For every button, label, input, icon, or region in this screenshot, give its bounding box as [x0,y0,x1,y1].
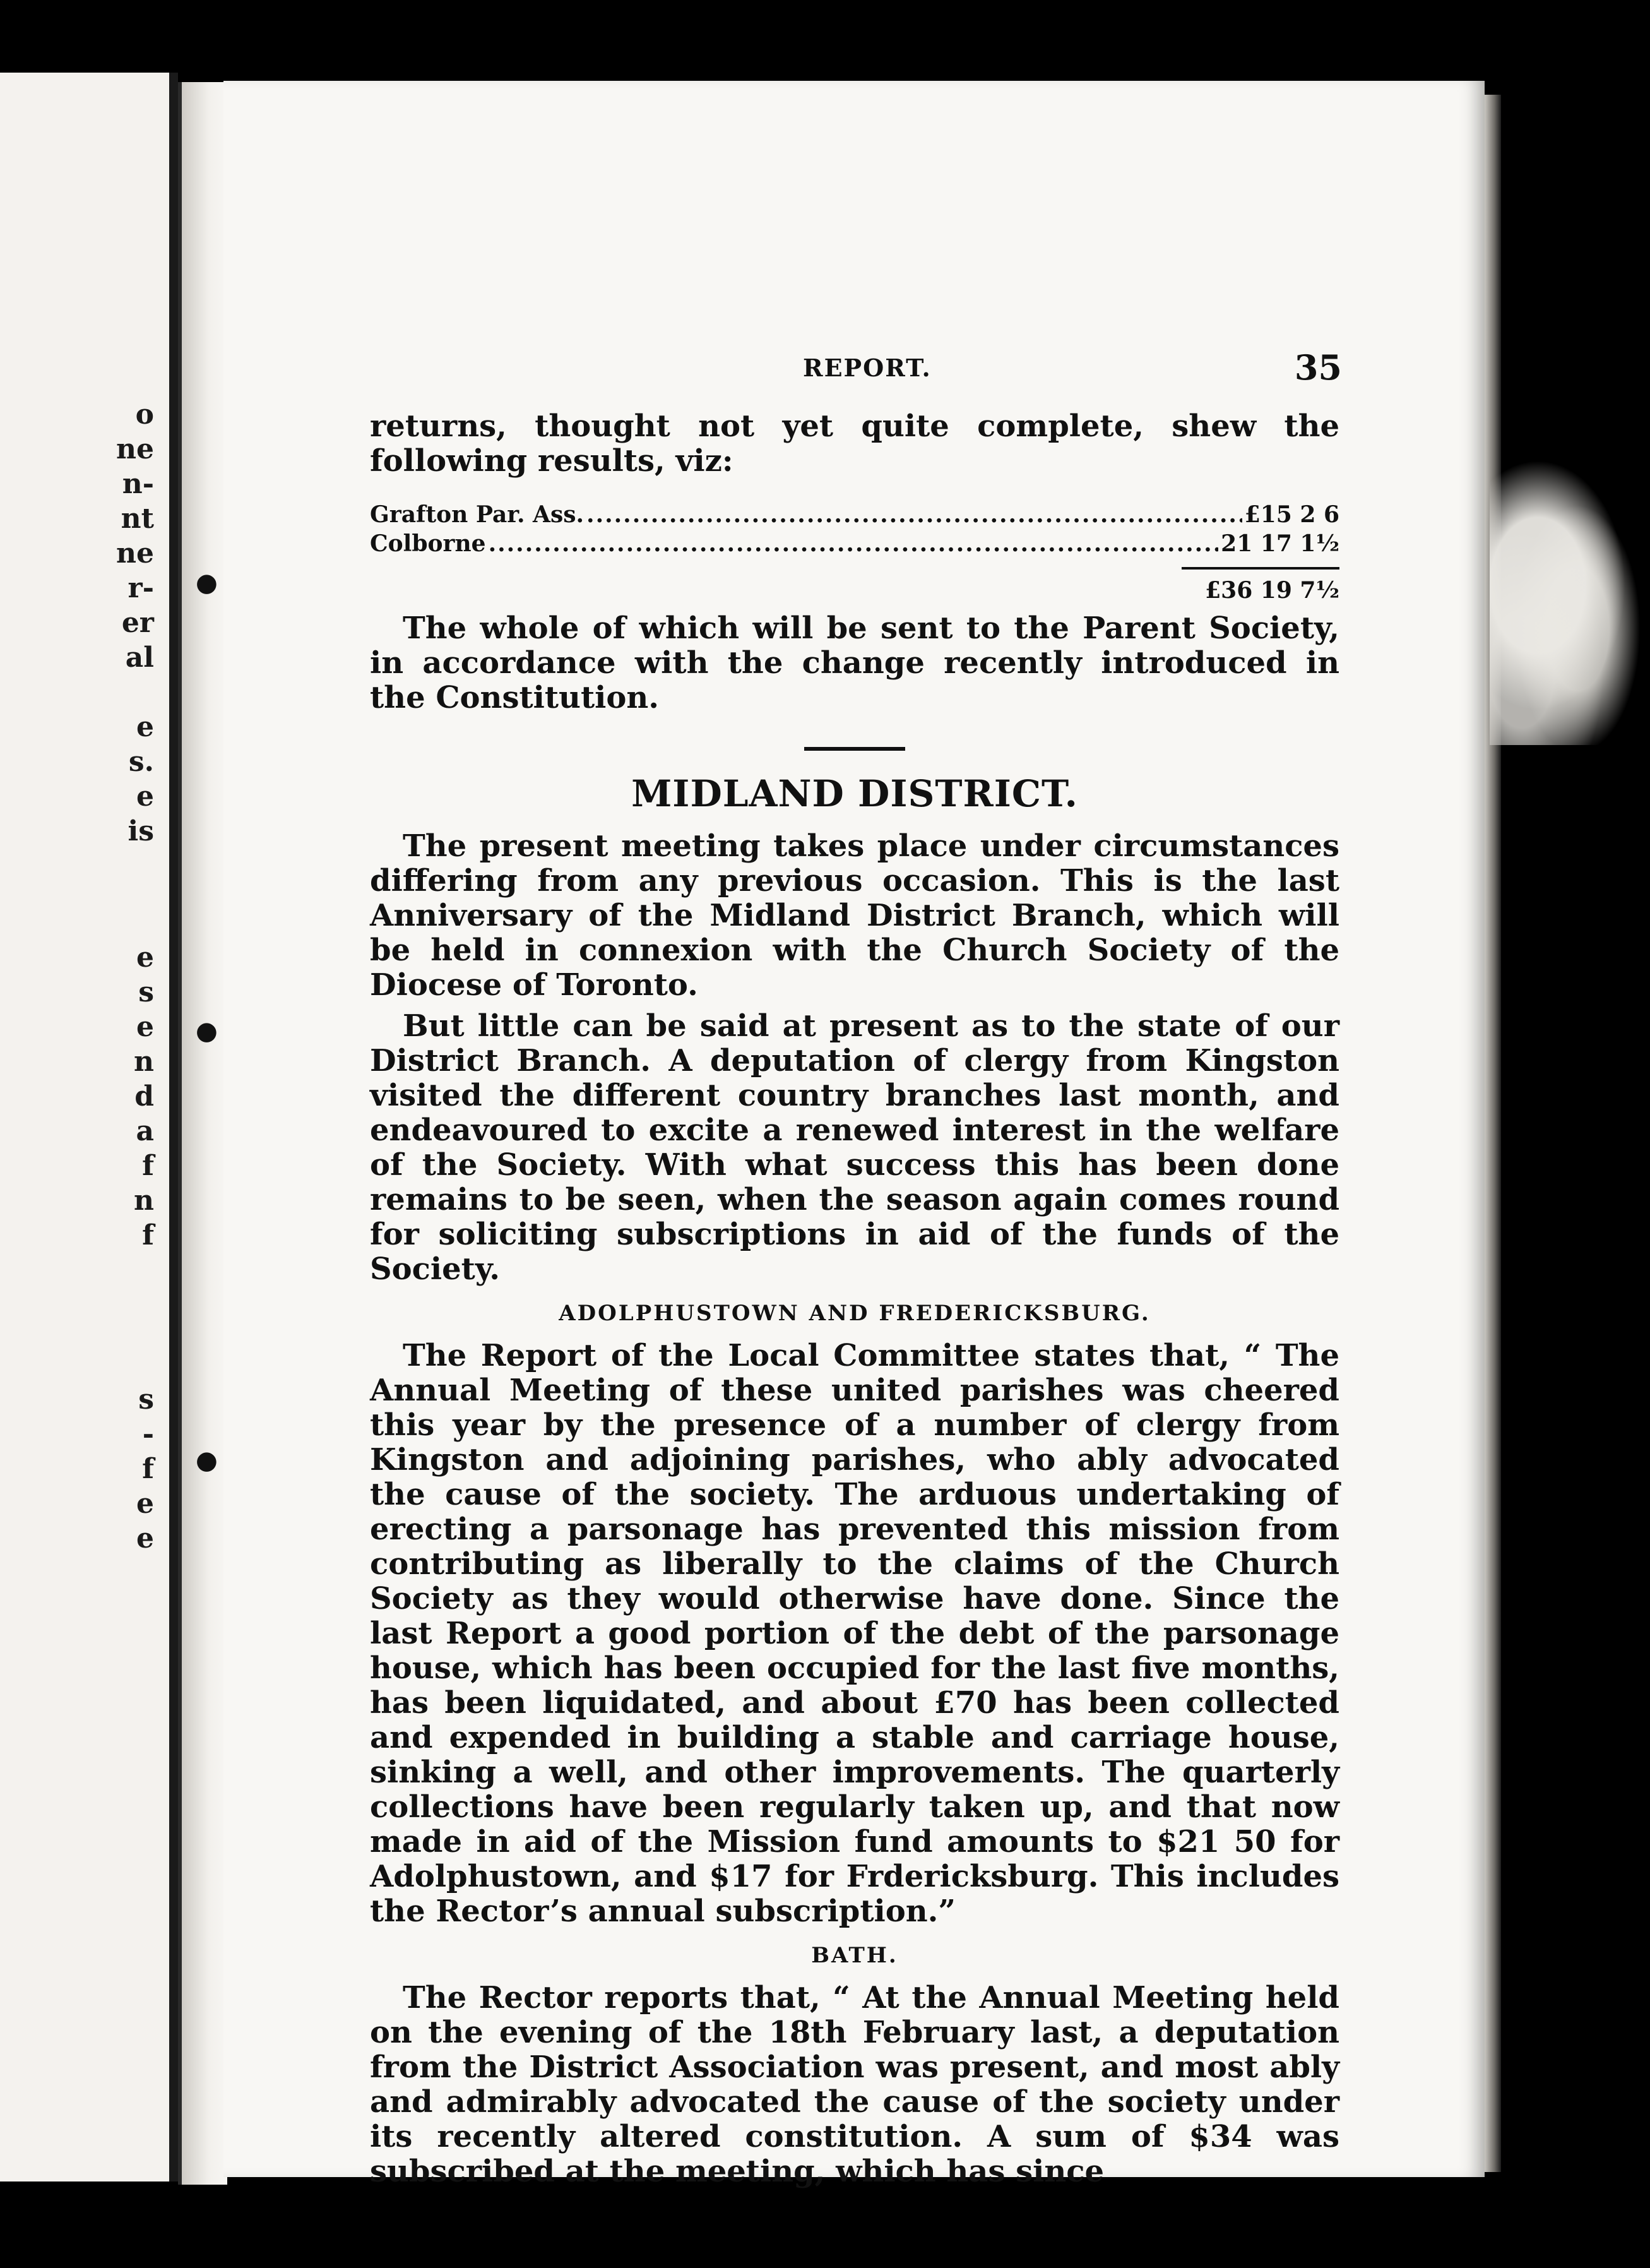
left-fragment: e [136,1488,154,1520]
left-fragment: s. [128,746,154,778]
page-edge-shadow [1485,95,1501,2172]
midland-paragraph: But little can be said at present as to the state of our District Branch. A deputation of clergy from Kingston visited the different country branches last month, and endeavoured to excite a renewed interest in the welfare of the Society. With what success this has been done remains to be seen, when the season again comes round for soliciting subscriptions in aid of the funds of the Society. [370,1008,1339,1287]
section-heading-adolphustown: ADOLPHUSTOWN AND FREDERICKSBURG. [559,1301,1151,1326]
left-fragment: e [136,1011,154,1043]
left-fragment: d [134,1080,154,1113]
bath-paragraph: The Rector reports that, “ At the Annual Meeting held on the evening of the 18th February last, a deputation from the District Association was present, and most ably and admirably advocated the cause of the society under its recently altered constitution. A sum of $34 was subscribed at the meeting, which has since [370,1980,1339,2189]
left-fragment: f [142,1453,154,1485]
binding-mark: ● [196,568,218,597]
midland-paragraph: The present meeting takes place under circumstances differing from any previous occasion. This is the last Anniversary of the Midland District Branch, which will be held in connexion with the Church Society of the Diocese of Toronto. [370,828,1339,1003]
section-heading-bath: BATH. [811,1943,898,1968]
left-fragment: o [135,398,154,431]
left-fragment: n [134,1185,154,1217]
left-fragment: - [142,1418,154,1450]
left-fragment: s [138,976,154,1008]
left-fragment: s [138,1383,154,1416]
ledger-row-amount: 21 17 1½ [1221,530,1339,557]
leader-dots [489,529,1219,558]
torn-paper-fragment [1490,455,1650,745]
left-fragment: e [136,780,154,813]
leader-dots [586,500,1242,529]
page-number: 35 [1294,347,1342,388]
left-fragment: er [121,607,154,639]
left-fragment: a [136,1115,154,1147]
ledger-row-name: Colborne [370,530,486,557]
left-fragment: n- [122,468,154,500]
subscription-ledger [370,500,1339,605]
adolphustown-paragraph: The Report of the Local Committee states that, “ The Annual Meeting of these united parishes was cheered this year by the presence of a number of clergy from Kingston and adjoining parishes, who ably advocated the cause of the society. The arduous undertaking of erecting a parsonage has prevented this mission from contributing as liberally to the claims of the Church Society as they would otherwise have done. Since the last Report a good portion of the debt of the parsonage house, which has been occupied for the last five months, has been liquidated, and about £70 has been collected and expended in building a stable and carriage house, sinking a well, and other improvements. The quarterly collections have been regularly taken up, and that now made in aid of the Mission fund amounts to $21 50 for Adolphustown, and $17 for Frdericksburg. This includes the Rector’s annual subscription.” [370,1338,1339,1929]
left-fragment: al [125,642,154,674]
ledger-row [370,529,1339,558]
left-fragment: e [136,941,154,974]
book-page [223,81,1485,2189]
left-fragment: ne [116,537,154,570]
binding-mark: ● [196,1446,218,1475]
intro-paragraph: returns, thought not yet quite complete, shew the following results, viz: [370,409,1339,479]
left-fragment: ne [116,433,154,465]
previous-page-edge [0,73,178,2181]
left-fragment: n [134,1046,154,1078]
left-fragment: f [142,1219,154,1251]
section-divider [804,747,905,751]
intro-closing-paragraph: The whole of which will be sent to the Parent Society, in accordance with the change recently introduced in the Constitution. [370,611,1339,715]
left-fragment: r- [128,572,154,604]
left-fragment: e [136,1522,154,1555]
ledger-row-amount: £15 2 6 [1244,501,1339,528]
book-gutter [178,82,227,2185]
section-heading-midland: MIDLAND DISTRICT. [631,772,1078,815]
ledger-row [370,500,1339,529]
left-fragment: f [142,1150,154,1182]
left-fragment: nt [121,503,154,535]
page-body [370,409,1339,2189]
sum-rule [1182,567,1339,570]
ledger-total: £36 19 7½ [1205,577,1339,604]
running-head: REPORT. [803,354,932,382]
left-fragment: is [128,815,154,847]
binding-mark: ● [196,1017,218,1046]
left-fragment: e [136,711,154,743]
ledger-row-name: Grafton Par. Ass. [370,501,585,528]
